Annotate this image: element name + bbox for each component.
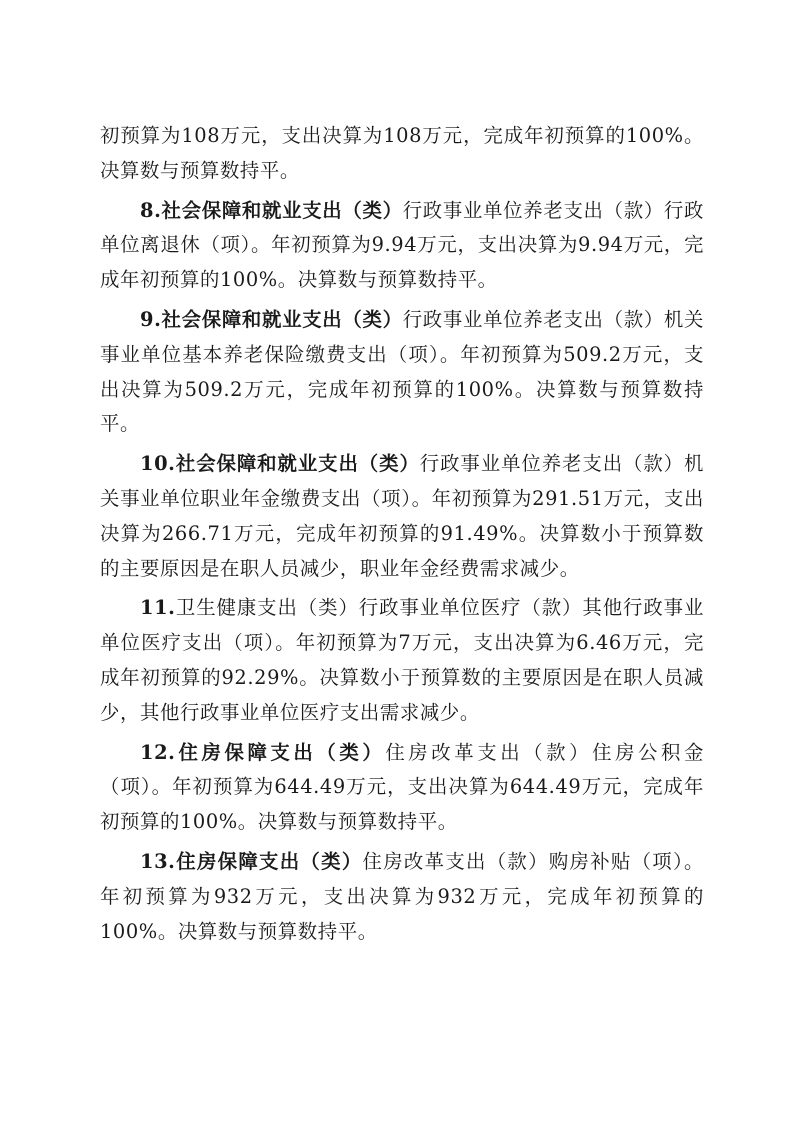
paragraph-item-11	[100, 591, 704, 730]
document-page	[100, 119, 704, 949]
paragraph-text: 卫生健康支出（类）行政事业单位医疗（款）其他行政事业单位医疗支出（项）。年初预算为7万元，支出决算为6.46万元，完成年初预算的92.29%。决算数小于预算数的主要原因是在职人员减少，其他行政事业单位医疗支出需求减少。	[100, 596, 704, 724]
paragraph-text: 住房改革支出（款）住房公积金（项）。年初预算为644.49万元，支出决算为644.49万元，完成年初预算的100%。决算数与预算数持平。	[100, 740, 704, 834]
paragraph-lead: 10.社会保障和就业支出（类）	[140, 452, 420, 476]
paragraph-text: 行政事业单位养老支出（款）机关事业单位职业年金缴费支出（项）。年初预算为291.51万元，支出决算为266.71万元，完成年初预算的91.49%。决算数小于预算数的主要原因是在职人员减少，职业年金经费需求减少。	[100, 452, 705, 580]
paragraph-lead: 11.	[140, 596, 176, 620]
paragraph-text: 初预算为108万元，支出决算为108万元，完成年初预算的100%。决算数与预算数持平。	[100, 124, 704, 182]
paragraph-lead: 13.住房保障支出（类）	[140, 849, 363, 873]
paragraph-lead: 8.社会保障和就业支出（类）	[140, 198, 403, 222]
paragraph-text: 住房改革支出（款）购房补贴（项）。年初预算为932万元，支出决算为932万元，完成年初预算的100%。决算数与预算数持平。	[100, 849, 704, 943]
paragraph-item-12	[100, 736, 704, 840]
paragraph-lead: 12.住房保障支出（类）	[140, 740, 386, 764]
paragraph-lead: 9.社会保障和就业支出（类）	[140, 307, 403, 331]
paragraph-item-13	[100, 845, 704, 949]
paragraph-item-9	[100, 303, 704, 442]
paragraph-continuation	[100, 119, 704, 189]
paragraph-item-10	[100, 447, 704, 586]
paragraph-item-8	[100, 194, 704, 298]
paragraph-text: 行政事业单位养老支出（款）行政单位离退休（项）。年初预算为9.94万元，支出决算为9.94万元，完成年初预算的100%。决算数与预算数持平。	[100, 198, 704, 292]
paragraph-text: 行政事业单位养老支出（款）机关事业单位基本养老保险缴费支出（项）。年初预算为509.2万元，支出决算为509.2万元，完成年初预算的100%。决算数与预算数持平。	[100, 307, 704, 436]
